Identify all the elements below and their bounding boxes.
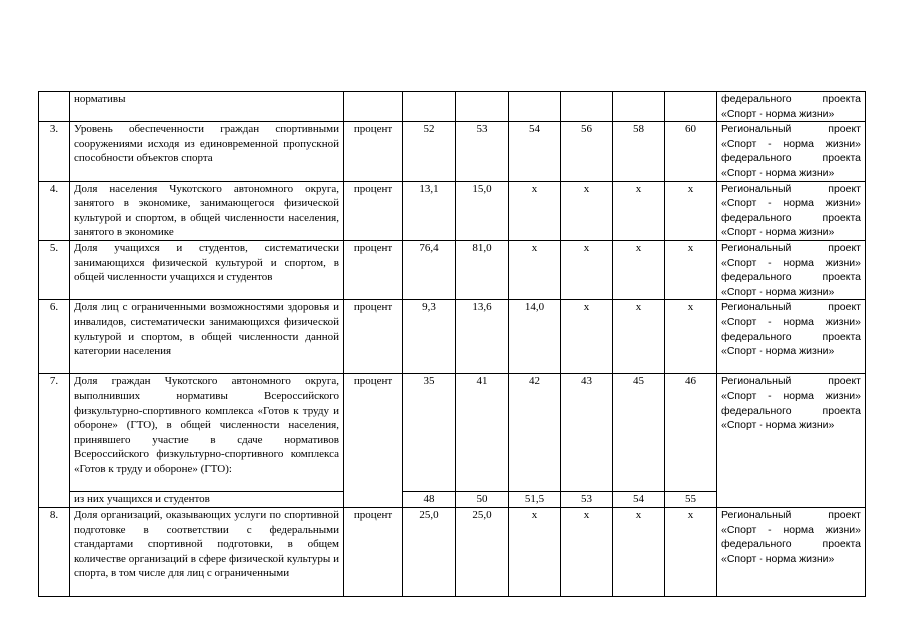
table-row [39,300,866,374]
indicator-name: нормативы [70,92,344,122]
value-cell: 76,4 [403,240,456,299]
value-cell: х [561,240,613,299]
value-cell: 14,0 [509,300,561,374]
value-cell: 25,0 [403,507,456,596]
indicator-name: Доля лиц с ограниченными возможностями здоровья и инвалидов, систематически занимающихся физической культурой и спортом, в общей численности данной категории населения [70,300,344,374]
value-cell [561,92,613,122]
value-cell: х [613,181,665,240]
table-row [39,507,866,596]
source-cell: Региональный проект «Спорт - норма жизни» федерального проекта «Спорт - норма жизни» [717,240,866,299]
indicator-name: Доля населения Чукотского автономного округа, занятого в экономике, занимающегося физической культурой и спортом, в общей численности населения, занятого в экономике [70,181,344,240]
value-cell [509,92,561,122]
unit-cell: процент [344,507,403,596]
unit-cell: процент [344,240,403,299]
value-cell: 53 [456,122,509,181]
value-cell: 58 [613,122,665,181]
source-cell: Региональный проект «Спорт - норма жизни» федерального проекта «Спорт - норма жизни» [717,181,866,240]
unit-cell: процент [344,374,403,508]
value-cell: 46 [665,374,717,492]
row-number: 3. [39,122,70,181]
value-cell: х [561,507,613,596]
value-cell: х [561,300,613,374]
value-cell: 56 [561,122,613,181]
unit-cell [344,92,403,122]
value-cell: 53 [561,492,613,508]
indicator-name: Уровень обеспеченности граждан спортивными сооружениями исходя из единовременной пропускной способности объектов спорта [70,122,344,181]
indicator-name: Доля учащихся и студентов, систематически занимающихся физической культурой и спортом, в общей численности учащихся и студентов [70,240,344,299]
value-cell [403,92,456,122]
indicator-name: из них учащихся и студентов [70,492,344,508]
table-row [39,240,866,299]
value-cell: 25,0 [456,507,509,596]
value-cell: х [561,181,613,240]
value-cell: 42 [509,374,561,492]
row-number: 8. [39,507,70,596]
value-cell: 35 [403,374,456,492]
value-cell: 45 [613,374,665,492]
unit-cell: процент [344,300,403,374]
value-cell: 54 [613,492,665,508]
value-cell: х [665,300,717,374]
value-cell: х [509,181,561,240]
row-number: 7. [39,374,70,508]
value-cell: 54 [509,122,561,181]
source-cell: Региональный проект «Спорт - норма жизни» федерального проекта «Спорт - норма жизни» [717,374,866,508]
value-cell: 13,1 [403,181,456,240]
value-cell: 43 [561,374,613,492]
value-cell: х [665,181,717,240]
value-cell: 52 [403,122,456,181]
value-cell: 51,5 [509,492,561,508]
indicators-table [38,91,866,597]
value-cell: х [509,507,561,596]
table-row [39,92,866,122]
value-cell: 48 [403,492,456,508]
value-cell: 15,0 [456,181,509,240]
value-cell: х [665,507,717,596]
row-number: 6. [39,300,70,374]
value-cell [456,92,509,122]
table-row [39,374,866,492]
table-row [39,122,866,181]
value-cell: х [665,240,717,299]
value-cell: 13,6 [456,300,509,374]
value-cell: 60 [665,122,717,181]
source-cell: Региональный проект «Спорт - норма жизни» федерального проекта «Спорт - норма жизни» [717,122,866,181]
value-cell: 50 [456,492,509,508]
value-cell: х [613,507,665,596]
source-cell: Региональный проект «Спорт - норма жизни» федерального проекта «Спорт - норма жизни» [717,507,866,596]
value-cell: х [509,240,561,299]
row-number: 5. [39,240,70,299]
row-number: 4. [39,181,70,240]
value-cell: 9,3 [403,300,456,374]
indicator-name: Доля организаций, оказывающих услуги по спортивной подготовке в соответствии с федеральными стандартами спортивной подготовки, в общем количестве организаций в сфере физической культуры и спорта, в том числе для лиц с ограниченными [70,507,344,596]
value-cell: 41 [456,374,509,492]
row-number [39,92,70,122]
table-row [39,181,866,240]
value-cell: 55 [665,492,717,508]
source-cell: Региональный проект «Спорт - норма жизни» федерального проекта «Спорт - норма жизни» [717,300,866,374]
unit-cell: процент [344,181,403,240]
value-cell: 81,0 [456,240,509,299]
source-cell: федерального проекта «Спорт - норма жизни» [717,92,866,122]
value-cell [665,92,717,122]
value-cell: х [613,300,665,374]
indicator-name: Доля граждан Чукотского автономного округа, выполнивших нормативы Всероссийского физкультурно-спортивного комплекса «Готов к труду и обороне» (ГТО), в общей численности населения, принявшего участие в сдаче нормативов Всероссийского физкультурно-спортивного комплекса «Готов к труду и обороне» (ГТО): [70,374,344,492]
unit-cell: процент [344,122,403,181]
value-cell [613,92,665,122]
value-cell: х [613,240,665,299]
